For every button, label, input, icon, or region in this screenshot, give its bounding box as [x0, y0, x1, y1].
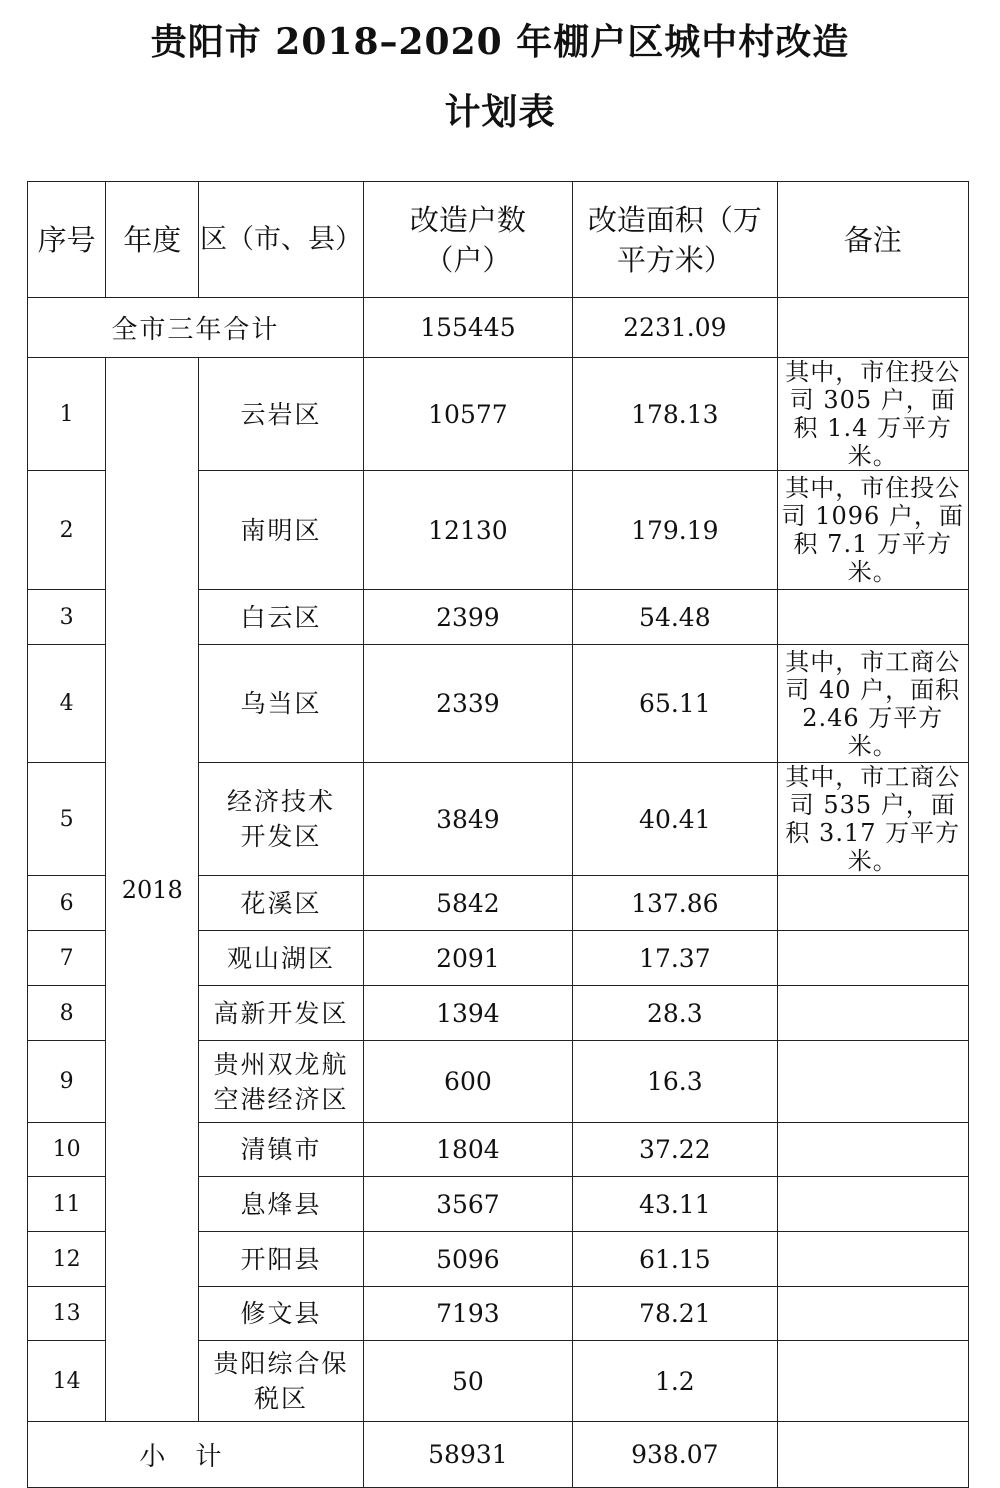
row-district: 花溪区 [199, 876, 363, 931]
row-district: 贵阳综合保税区 [199, 1341, 363, 1422]
header-district: 区（市、县） [199, 182, 363, 298]
row-households: 10577 [363, 358, 572, 471]
row-seq: 6 [28, 876, 106, 931]
row-area: 178.13 [573, 358, 777, 471]
row-note [777, 590, 968, 645]
total-households: 155445 [363, 298, 572, 358]
row-area: 17.37 [573, 931, 777, 986]
row-area: 137.86 [573, 876, 777, 931]
row-area: 61.15 [573, 1232, 777, 1287]
row-seq: 4 [28, 645, 106, 763]
row-households: 2091 [363, 931, 572, 986]
row-district: 开阳县 [199, 1232, 363, 1287]
renovation-plan-table [27, 181, 969, 1488]
row-households: 7193 [363, 1287, 572, 1341]
row-area: 65.11 [573, 645, 777, 763]
document-title: 贵阳市 2018–2020 年棚户区城中村改造 [150, 21, 850, 63]
row-seq: 13 [28, 1287, 106, 1341]
row-district: 贵州双龙航空港经济区 [199, 1041, 363, 1123]
header-households: 改造户数（户） [363, 182, 572, 298]
total-label: 全市三年合计 [28, 298, 364, 358]
row-households: 600 [363, 1041, 572, 1123]
row-area: 28.3 [573, 986, 777, 1041]
row-area: 40.41 [573, 763, 777, 876]
row-district: 乌当区 [199, 645, 363, 763]
row-seq: 12 [28, 1232, 106, 1287]
row-note: 其中，市住投公司 305 户，面积 1.4 万平方米。 [777, 358, 968, 471]
row-note: 其中，市工商公司 40 户，面积 2.46 万平方米。 [777, 645, 968, 763]
row-seq: 9 [28, 1041, 106, 1123]
row-area: 37.22 [573, 1123, 777, 1177]
subtotal-area: 938.07 [573, 1422, 777, 1488]
year-cell: 2018 [106, 358, 199, 1422]
row-district: 南明区 [199, 471, 363, 590]
table-row [28, 358, 969, 471]
row-note [777, 1341, 968, 1422]
row-note [777, 1232, 968, 1287]
row-households: 3849 [363, 763, 572, 876]
row-district: 修文县 [199, 1287, 363, 1341]
row-district: 息烽县 [199, 1177, 363, 1232]
row-district: 经济技术开发区 [199, 763, 363, 876]
header-year: 年度 [106, 182, 199, 298]
row-area: 54.48 [573, 590, 777, 645]
row-seq: 8 [28, 986, 106, 1041]
row-district: 高新开发区 [199, 986, 363, 1041]
row-households: 3567 [363, 1177, 572, 1232]
row-note: 其中，市工商公司 535 户，面积 3.17 万平方米。 [777, 763, 968, 876]
row-seq: 5 [28, 763, 106, 876]
row-households: 5096 [363, 1232, 572, 1287]
row-households: 2339 [363, 645, 572, 763]
row-households: 5842 [363, 876, 572, 931]
subtotal-row [28, 1422, 969, 1488]
row-note [777, 876, 968, 931]
row-note: 其中，市住投公司 1096 户，面积 7.1 万平方米。 [777, 471, 968, 590]
row-note [777, 931, 968, 986]
subtotal-label: 小计 [28, 1422, 364, 1488]
row-households: 1394 [363, 986, 572, 1041]
row-seq: 14 [28, 1341, 106, 1422]
header-seq: 序号 [28, 182, 106, 298]
row-note [777, 1177, 968, 1232]
row-note [777, 1287, 968, 1341]
row-seq: 2 [28, 471, 106, 590]
row-households: 2399 [363, 590, 572, 645]
row-seq: 11 [28, 1177, 106, 1232]
total-note [777, 298, 968, 358]
row-note [777, 1123, 968, 1177]
row-area: 1.2 [573, 1341, 777, 1422]
row-seq: 1 [28, 358, 106, 471]
row-area: 43.11 [573, 1177, 777, 1232]
row-households: 1804 [363, 1123, 572, 1177]
total-row [28, 298, 969, 358]
subtotal-note [777, 1422, 968, 1488]
total-area: 2231.09 [573, 298, 777, 358]
row-district: 白云区 [199, 590, 363, 645]
row-seq: 10 [28, 1123, 106, 1177]
row-households: 12130 [363, 471, 572, 590]
row-district: 清镇市 [199, 1123, 363, 1177]
row-seq: 3 [28, 590, 106, 645]
row-area: 179.19 [573, 471, 777, 590]
row-note [777, 986, 968, 1041]
row-seq: 7 [28, 931, 106, 986]
subtotal-households: 58931 [363, 1422, 572, 1488]
header-area: 改造面积（万平方米） [573, 182, 777, 298]
header-row [28, 182, 969, 298]
row-area: 16.3 [573, 1041, 777, 1123]
row-district: 云岩区 [199, 358, 363, 471]
row-district: 观山湖区 [199, 931, 363, 986]
header-note: 备注 [777, 182, 968, 298]
row-note [777, 1041, 968, 1123]
row-households: 50 [363, 1341, 572, 1422]
document-title-line2: 计划表 [444, 91, 556, 133]
row-area: 78.21 [573, 1287, 777, 1341]
